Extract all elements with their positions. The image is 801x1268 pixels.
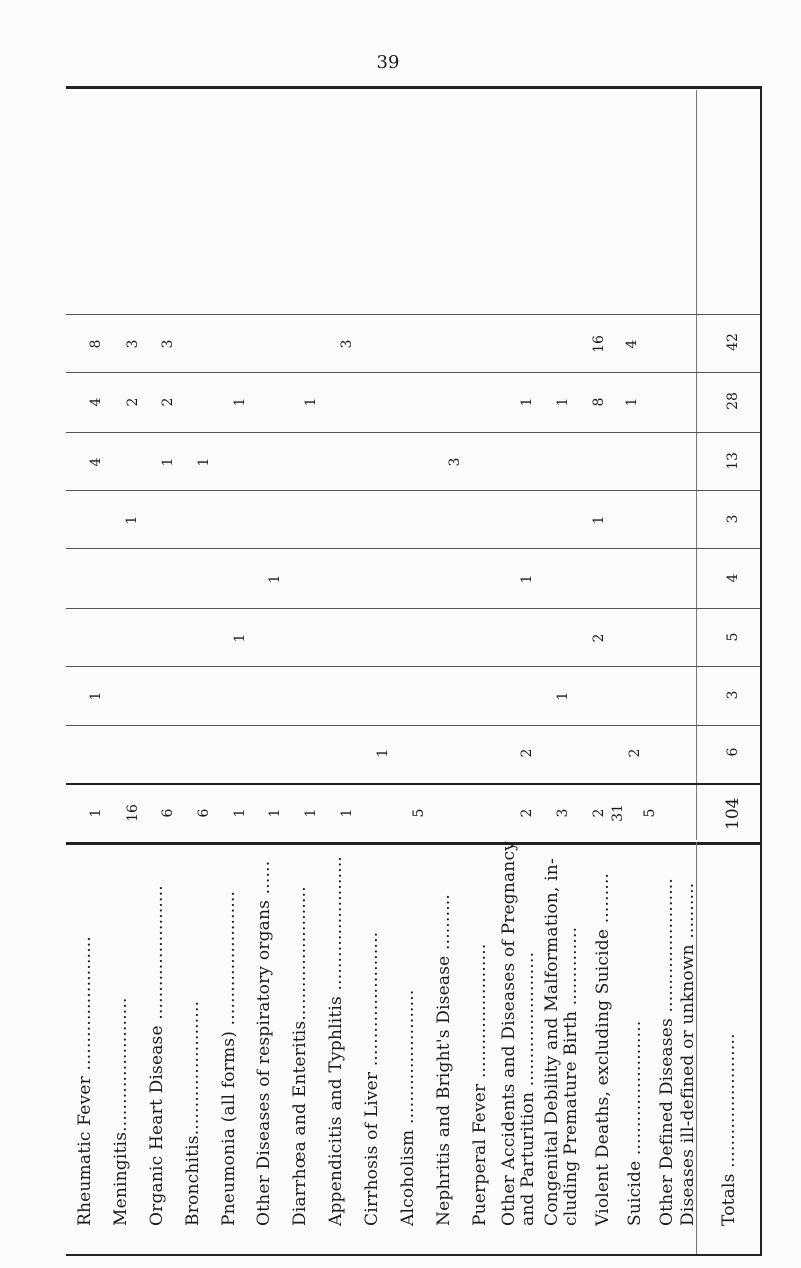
cell-value: 6 [160, 808, 176, 818]
cause-label-col [285, 842, 315, 1254]
row-line [66, 314, 760, 315]
cause-label: Violent Deaths, excluding Suicide ......... [593, 872, 613, 1226]
cause-label: Appendicitis and Typhlitis ........................ [326, 855, 346, 1226]
row-line-thick [66, 783, 760, 785]
cell-value: 3 [447, 457, 463, 467]
row-total: 42 [725, 333, 741, 351]
cell-value: 1 [303, 397, 319, 407]
cause-label-col [106, 842, 136, 1254]
cause-label: Diseases ill-defined or unknown .......... [678, 882, 698, 1226]
row-total: 5 [725, 632, 741, 642]
grand-total: 104 [723, 797, 743, 830]
totals-label: Totals ........................ [719, 1033, 739, 1226]
cause-label: Nephritis and Bright's Disease .......... [434, 893, 454, 1226]
cell-value: 4 [88, 397, 104, 407]
cause-label-col [620, 842, 650, 1254]
cause-label-col [70, 842, 100, 1254]
cause-label: Rheumatic Fever ........................ [75, 935, 95, 1226]
cell-value: 2 [591, 633, 607, 643]
cell-value: 1 [88, 691, 104, 701]
cell-value: 4 [88, 457, 104, 467]
cell-value: 31 [610, 804, 626, 822]
cell-value: 1 [124, 515, 140, 525]
cause-label: Bronchitis........................ [183, 1000, 203, 1226]
top-rule [66, 86, 762, 89]
cell-value: 1 [88, 808, 104, 818]
cell-value: 1 [196, 457, 212, 467]
row-line [66, 372, 760, 373]
row-total: 28 [725, 392, 741, 410]
cell-value: 1 [303, 808, 319, 818]
row-total: 4 [725, 573, 741, 583]
cause-label: Organic Heart Disease ........................ [147, 885, 167, 1226]
cause-label-col [588, 842, 618, 1254]
right-rule [760, 86, 762, 1256]
row-line [66, 490, 760, 491]
cause-label-col [142, 842, 172, 1254]
cause-label: Cirrhosis of Liver ........................ [362, 931, 382, 1226]
cause-label: and Parturition ........................ [518, 951, 538, 1226]
cell-value: 2 [591, 808, 607, 818]
cause-label: Diarrhœa and Enteritis........................ [290, 886, 310, 1226]
cell-value: 1 [591, 515, 607, 525]
cause-label: Congenital Debility and Malformation, in- [542, 858, 562, 1226]
cause-label: Other Diseases of respiratory organs ...... [254, 860, 274, 1226]
cell-value: 6 [196, 808, 212, 818]
cell-value: 1 [375, 748, 391, 758]
cell-value: 2 [519, 748, 535, 758]
cause-label-col [678, 842, 698, 1254]
cell-value: 1 [555, 691, 571, 701]
cell-value: 1 [339, 808, 355, 818]
cell-value: 5 [642, 808, 658, 818]
cell-value: 16 [591, 335, 607, 353]
cell-value: 3 [160, 339, 176, 349]
cause-label: Other Accidents and Diseases of Pregnancy [499, 841, 519, 1226]
cell-value: 2 [519, 808, 535, 818]
bottom-rule [66, 1254, 762, 1256]
cell-value: 1 [267, 574, 283, 584]
cause-label-col [249, 842, 279, 1254]
cause-label-col [321, 842, 351, 1254]
row-line [66, 725, 760, 726]
cell-value: 3 [125, 339, 141, 349]
cell-value: 16 [125, 804, 141, 822]
cell-value: 1 [519, 574, 535, 584]
row-total: 3 [725, 690, 741, 700]
row-line [66, 608, 760, 609]
cause-label-col [178, 842, 208, 1254]
cell-value: 1 [519, 397, 535, 407]
cell-value: 2 [125, 397, 141, 407]
row-total: 13 [725, 452, 741, 470]
cell-value: 8 [591, 397, 607, 407]
cell-value: 3 [555, 808, 571, 818]
cause-label-col [357, 842, 387, 1254]
cause-label-col [393, 842, 423, 1254]
row-total: 3 [725, 514, 741, 524]
row-total: 6 [725, 747, 741, 757]
cell-value: 1 [232, 808, 248, 818]
cell-value: 1 [624, 397, 640, 407]
cell-value: 1 [232, 397, 248, 407]
row-line [66, 666, 760, 667]
cell-value: 3 [339, 339, 355, 349]
cause-label: Pneumonia (all forms) ........................ [219, 890, 239, 1226]
cell-value: 1 [267, 808, 283, 818]
cell-value: 2 [160, 397, 176, 407]
cause-label: Suicide ........................ [625, 1020, 645, 1226]
row-line [66, 432, 760, 433]
cause-label-col [465, 842, 495, 1254]
cell-value: 1 [555, 397, 571, 407]
cause-label: Alcoholism ........................ [398, 989, 418, 1226]
cell-value: 4 [624, 339, 640, 349]
cell-value: 1 [160, 457, 176, 467]
cause-label-col [429, 842, 459, 1254]
cause-label: Meningitis........................ [111, 997, 131, 1226]
cell-value: 8 [88, 339, 104, 349]
cause-label-col [214, 842, 244, 1254]
cell-value: 5 [411, 808, 427, 818]
totals-label-col [714, 842, 744, 1254]
cell-value: 1 [232, 633, 248, 643]
cause-label: Other Defined Diseases ........................ [657, 877, 677, 1226]
cell-value: 2 [627, 748, 643, 758]
cause-label: Puerperal Fever ........................ [470, 943, 490, 1226]
left-vertical-rule [696, 90, 697, 840]
cause-label-col [556, 842, 586, 1254]
row-line [66, 548, 760, 549]
cause-label: cluding Premature Birth .............. [561, 926, 581, 1226]
page-number: 39 [376, 52, 400, 73]
